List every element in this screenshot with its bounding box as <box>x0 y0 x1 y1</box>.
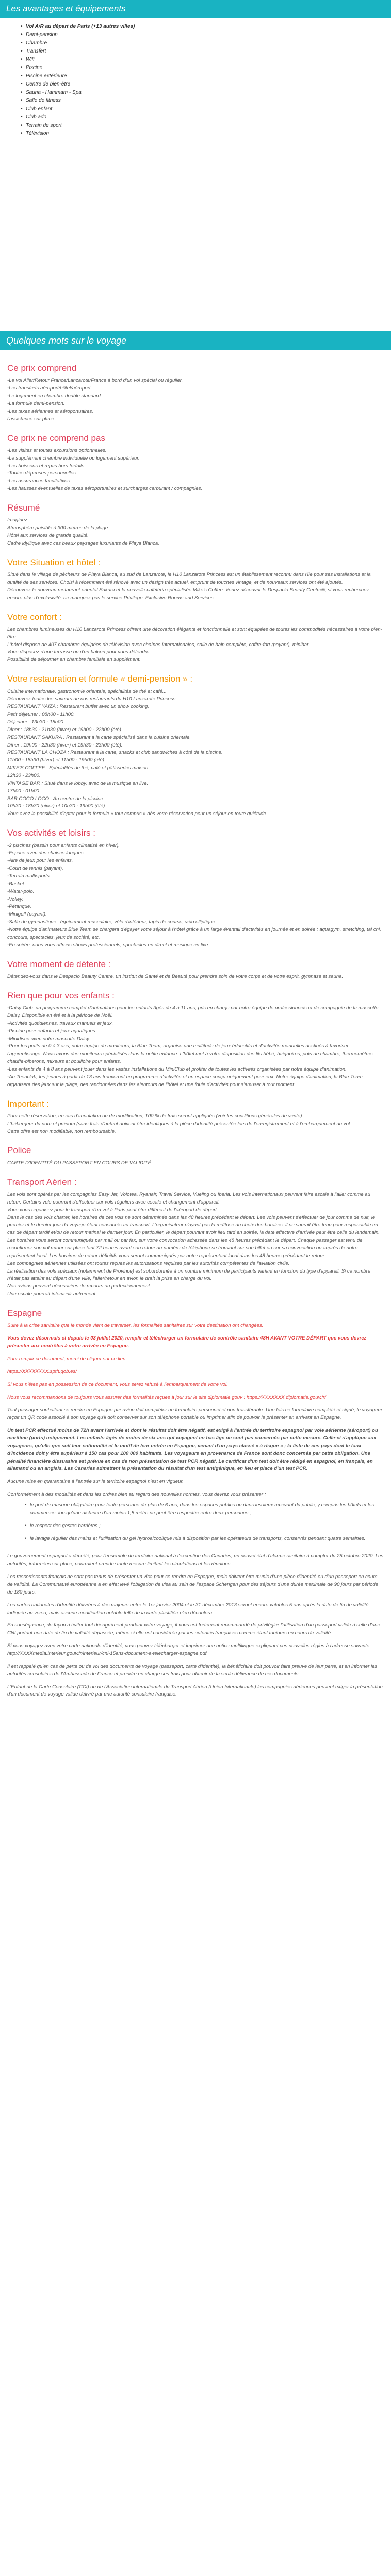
section-text: 11h00 - 18h30 (hiver) et 11h00 - 19h00 (été). <box>7 757 106 764</box>
avantage-item: • Transfert <box>21 47 385 56</box>
section-text: -Minidisco avec notre mascotte Daisy. <box>7 1036 90 1042</box>
section-text: https://XXXXXXXX.spth.gob.es/ <box>7 1368 77 1375</box>
section-text: -Piscine pour enfants et jeux aquatiques. <box>7 1028 97 1034</box>
section-title: Important : <box>7 1098 50 1109</box>
section-text: Les ressortissants français ne sont pas tenus de présenter un visa pour se rendre en Espagne, mais doivent être munis d'une pièce d'identité ou d'un passeport en cours de validité. La Communauté européenne a en effet levé l'obligation de visa au sein de l'espace Schengen pour des séjours d'une durée maximale de 90 jours par période de 180 jours. <box>7 1574 379 1595</box>
section-text: Les cartes nationales d'identité délivrées à des majeurs entre le 1er janvier 2004 et le 31 décembre 2013 seront encore valables 5 ans après la date de fin de validité indiquée au verso, mais aucune modification notable telle de la carte plastifiée n'en découlera. <box>7 1602 369 1616</box>
avantage-item: • Vol A/R au départ de Paris (+13 autres villes) <box>21 23 385 31</box>
section-text: Déjeuner : 13h30 - 15h00. <box>7 719 65 725</box>
section-text: VINTAGE BAR : Situé dans le lobby, avec de la musique en live. <box>7 780 149 786</box>
section-text: Possibilité de séjourner en chambre familiale en supplément. <box>7 657 141 663</box>
section-text: -Les boissons et repas hors forfaits. <box>7 463 86 469</box>
blank-space <box>0 145 391 331</box>
section-text: -Le vol Aller/Retour France/Lanzarote/France à bord d'un vol spécial ou régulier. <box>7 378 183 384</box>
section-title: Rien que pour vos enfants : <box>7 990 115 1001</box>
avantage-item: • Club ado <box>21 113 385 122</box>
section-text: Situé dans le village de pêcheurs de Playa Blanca, au sud de Lanzarote, le H10 Lanzarote Princess est un établissement reconnu dans l'île pour ses installations et la qualité de ses services. Choisi à récemment été rénové avec un design très actuel, emprunt de touches vintage, et de nouveaux services ont été ajoutés. <box>7 572 371 585</box>
section-text: Découvrez toutes les saveurs de nos restaurants du H10 Lanzarote Princess. <box>7 696 177 702</box>
section-text: Vous devez désormais et depuis le 03 juillet 2020, remplir et télécharger un formulaire de contrôle sanitaire 48H AVANT VOTRE DÉPART que vous devrez présenter aux contrôles à votre arrivée en Espagne. <box>7 1335 367 1349</box>
section-title: Ce prix ne comprend pas <box>7 433 105 443</box>
avantage-item: • Terrain de sport <box>21 122 385 130</box>
section-text: -Notre équipe d'animateurs Blue Team se chargera d'égayer votre séjour à l'hôtel grâce à un large éventail d'activités en journée et en soirée : aquagym, stretching, tai chi, concours, spectacles, jeux de société, etc. <box>7 926 381 940</box>
section-text: Nous vous recommandons de toujours vous assurer des formalités reçues à jour sur le site diplomatie.gouv : https://XXXXXXX.diplomatie.gouv.fr/ <box>7 1394 326 1400</box>
section-text: Tout passager souhaitant se rendre en Espagne par avion doit compléter un formulaire personnel et non transférable. Une fois ce formulaire complété et signé, le voyageur reçoit un QR code associé à son voyage qu'il doit conserver sur son téléphone portable ou imprimer afin de pouvoir le présenter en arrivant en Espagne. <box>7 1407 383 1421</box>
avantage-item: • Chambre <box>21 39 385 47</box>
section-title: Résumé <box>7 503 40 513</box>
section-text: RESTAURANT LA CHOZA : Restaurant à la carte, snacks et club sandwiches à côté de la piscine. <box>7 750 223 756</box>
section-text: Vous vous organisez pour le transport d'un vol à Paris peut être différent de l'aéroport de départ. <box>7 1207 218 1213</box>
content-sections <box>0 350 391 1714</box>
section-text: -Minigolf (payant). <box>7 911 47 918</box>
section-text: Détendez-vous dans le Despacio Beauty Centre, un institut de Santé et de Beauté pour prendre soin de votre corps et de votre esprit, gymnase et sauna. <box>7 973 344 979</box>
section-text: Vous avez la possibilité d'opter pour la formule « tout compris » dès votre réservation pour un séjour en toute quiétude. <box>7 811 268 817</box>
section-text: Pour remplir ce document, merci de cliquer sur ce lien : <box>7 1355 128 1362</box>
avantage-item: • Wifi <box>21 56 385 64</box>
section-text: Les chambres lumineuses du H10 Lanzarote Princess offrent une décoration élégante et fonctionnelle et sont équipées de toutes les commodités nécessaires à votre bien-être. <box>7 626 382 640</box>
section-title: Vos activités et loisirs : <box>7 828 96 838</box>
avantage-item: • Centre de bien-être <box>21 80 385 89</box>
section-text: Découvrez le nouveau restaurant oriental Sakura et la nouvelle cafétéria spécialisée Mike's Coffee. Venez découvrir le Despacio Beauty Centre®, si vous recherchez encore plus d'exclusivité, ne manquez pas le service Privilege, Exclusive Rooms and Services. <box>7 587 369 601</box>
section-text: Les compagnies aériennes utilisées ont toutes reçues les autorisations requises par les autorités compétentes de l'aviation civile. <box>7 1260 290 1266</box>
section-text: Imaginez ... <box>7 517 33 523</box>
section-title: Transport Aérien : <box>7 1177 77 1187</box>
section-text: Conformément à des modalités et dans les ordres bien au regard des nouvelles normes, vous devrez vous présenter : <box>7 1492 266 1498</box>
section-text: -Daisy Club: un programme complet d'animations pour les enfants âgés de 4 à 11 ans, pris en charge par notre équipe de professionnels et de compagnie de la mascotte Daisy. Disponible en été et à la période de Noël. <box>7 1005 379 1019</box>
section-text: Vous disposez d'une terrasse ou d'un balcon pour vous détendre. <box>7 649 151 655</box>
espagne-rule-item: • le port du masque obligatoire pour toute personne de plus de 6 ans, dans les espaces publics ou dans les lieux recevant du public, y compris les hôtels et les commerces, lorsqu'une distance d'au moins 1,5 mètre ne peut être respectée entre deux personnes ; <box>25 1502 384 1517</box>
section-text: -Au Teenclub, les jeunes à partir de 13 ans trouveront un programme d'activités et un espace conçu uniquement pour eux. Notre équipe d'animation, la Blue Team, organisera des jeux sur la plage, des randonnées dans les alentours de l'hôtel et une foule d'activités pour s'amuser à tout moment. <box>7 1074 364 1088</box>
espagne-rule-item: • le respect des gestes barrières ; <box>25 1522 384 1530</box>
section-text: L'Enfant de la Carte Consulaire (CCI) ou de l'Association internationale du Transport Aérien (Union Internationale) les compagnies aériennes peuvent exiger la présentation d'un document de voyage valide délivré par une autorité consulaire française. <box>7 1684 383 1698</box>
section-text: 17h00 - 01h00. <box>7 788 41 794</box>
espagne-rule-item: • le lavage régulier des mains et l'utilisation du gel hydroalcoolique mis à disposition par les opérateurs de transports, conservés pendant quatre semaines. <box>25 1535 384 1543</box>
espagne-rules-list <box>7 1502 384 1543</box>
section-text: -La formule demi-pension. <box>7 400 65 406</box>
section-text: -Pétanque. <box>7 904 31 910</box>
avantages-list <box>0 18 391 145</box>
section-text: -Les transferts aéroport/hôtel/aéroport.. <box>7 385 93 392</box>
section-title: Votre confort : <box>7 612 62 622</box>
section-text: Dans le cas des vols charter, les horaires de ces vols ne sont déterminés dans les 48 heures précédant le départ. Les vols peuvent s'effectuer de jour comme de nuit, le premier et le dernier jour du voyage étant consacrés au transport. L'organisateur n'ayant pas la maîtrise du choix des horaires, il ne saurait être tenu pour responsable en cas de départ tardif et/ou de retour matinal le dernier jour. En particulier, le départ pouvant avoir lieu tard en soirée, la date effective d'arrivée peut être celle du lendemain. Les horaires vous seront communiqués par mail ou par fax, sur votre convocation adressée dans les 48 heures précédant le départ. Chaque passager est tenu de reconfirmer son vol retour sur place tant 72 heures avant son retour au numéro de téléphone se trouvant sur son billet ou sur sa convocation ou auprès de notre représentant local. Les horaires de retour définitifs vous seront communiqués par notre représentant local dans les 48 heures précédant le retour. <box>7 1214 380 1259</box>
section-text: -Pour les petits de 0 à 3 ans, notre équipe de moniteurs, la Blue Team, organise une multitude de jeux éducatifs et d'activités manuelles destinés à favoriser l'apprentissage. Nous avons des moniteurs spécialisés dans la petite enfance. L'hôtel met à votre disposition des lits bébé, baignoires, pots de chambre, thermomètres, chauffe-biberons, mixeurs et bouilloire pour enfants. <box>7 1043 374 1065</box>
section-text: -Toutes dépenses personnelles. <box>7 470 77 477</box>
section-text: CARTE D'IDENTITÉ OU PASSEPORT EN COURS DE VALIDITÉ. <box>7 1160 153 1166</box>
section-text: RESTAURANT SAKURA : Restaurant à la carte spécialisé dans la cuisine orientale. <box>7 734 191 740</box>
section-text: -Les assurances facultatives. <box>7 478 71 484</box>
section-text: BAR COCO LOCO : Au centre de la piscine. <box>7 795 105 802</box>
section-text: -Espace avec des chaises longues. <box>7 850 85 856</box>
section-text: -Basket. <box>7 880 26 887</box>
section-text: Dîner : 18h30 - 21h30 (hiver) et 19h00 - 22h00 (été). <box>7 726 123 733</box>
section-title: Police <box>7 1145 31 1156</box>
section-title: Votre Situation et hôtel : <box>7 557 101 567</box>
section-text: -2 piscines (bassin pour enfants climatisé en hiver). <box>7 842 120 849</box>
section-text: Pour cette réservation, en cas d'annulation ou de modification, 100 % de frais seront appliqués (voir les conditions générales de vente). <box>7 1113 304 1119</box>
section-title: Ce prix comprend <box>7 363 77 373</box>
avantage-item: • Piscine <box>21 64 385 72</box>
avantage-item: • Télévision <box>21 130 385 138</box>
section-text: Il est rappelé qu'en cas de perte ou de vol des documents de voyage (passeport, carte d'identité), la bénéficiaire doit pouvoir faire preuve de leur perte, et en informer les autorités consulaires de l'Ambassade de France et prendre en charge ses frais pour obtenir de la seule délivrance de ces documents. <box>7 1663 378 1677</box>
section-text: Aucune mise en quarantaine à l'entrée sur le territoire espagnol n'est en vigueur. <box>7 1479 184 1485</box>
section-text: Suite à la crise sanitaire que le monde vient de traverser, les formalités sanitaires sur votre destination ont changées. <box>7 1323 264 1329</box>
avantage-item: • Salle de fitness <box>21 97 385 105</box>
section-text: -En soirée, nous vous offrons shows professionnels, spectacles en direct et musique en live. <box>7 942 209 948</box>
section-text: Cadre idyllique avec ces beaux paysages luxuriants de Playa Blanca. <box>7 540 159 546</box>
section-text: l'assistance sur place. <box>7 416 56 422</box>
avantage-item: • Demi-pension <box>21 31 385 39</box>
mots-banner: Quelques mots sur le voyage <box>0 331 391 350</box>
avantage-item: • Sauna - Hammam - Spa <box>21 89 385 97</box>
section-text: -Les visites et toutes excursions optionnelles. <box>7 447 107 453</box>
section-text: -Aire de jeux pour les enfants. <box>7 858 73 864</box>
section-text: Si vous n'êtes pas en possession de ce document, vous serez refusé à l'embarquement de votre vol. <box>7 1381 228 1387</box>
section-text: Un test PCR effectué moins de 72h avant l'arrivée et dont le résultat doit être négatif, est exigé à l'entrée du territoire espagnol par voie aérienne (aéroport) ou maritime (ports) uniquement. Les enfants âgés de moins de six ans qui voyagent en bas âge ne sont pas concernés par cette mesure. Celle-ci s'applique aux voyageurs, qu'elle que soit leur nationalité et le motif de leur entrée en Espagne, venant d'un pays classé « à risque » ; la liste de ces pays dont le taux d'incidence doit y être supérieur à 150 cas pour 100 000 habitants. Les voyageurs en provenance de France sont donc concernés par cette obligation. Une pénalité financière dissuasive est prévue en cas de non présentation de test PCR négatif. Le certificat d'un test doit être rédigé en espagnol, en français, en allemand ou en anglais. Les Canaries admettent la présentation du résultat d'un test antigénique, en lieu et place d'un test PCR. <box>7 1428 378 1472</box>
section-text: -Le logement en chambre double standard. <box>7 393 102 399</box>
section-text: 10h30 - 18h30 (hiver) et 10h30 - 19h00 (été). <box>7 803 107 809</box>
section-text: -Water-polo. <box>7 888 35 894</box>
section-text: Les vols sont opérés par les compagnies Easy Jet, Volotea, Ryanair, Travel Service, Vueling ou Iberia. Les vols internationaux peuvent faire escale à l'aller comme au retour. Certains vols pourront s'effectuer sur vols réguliers avec escale et changement d'appareil. <box>7 1192 370 1205</box>
section-text: Hôtel aux services de grande qualité. <box>7 533 89 539</box>
section-text: Le gouvernement espagnol a décrété, pour l'ensemble du territoire national à l'exception des Canaries, un nouvel état d'alarme sanitaire à compter du 25 octobre 2020. Les autorités, informées sur place, pourraient prendre toute mesure limitant les circulations et les réunions. <box>7 1553 384 1567</box>
section-text: L'hôtel dispose de 407 chambres équipées de télévision avec chaînes internationales, salle de bain complète, coffre-fort (payant), minibar. <box>7 641 310 648</box>
section-text: MIKE'S COFFEE : Spécialités de thé, café et pâtisseries maison. <box>7 765 150 771</box>
section-text: Atmosphère paisible à 300 mètres de la plage. <box>7 525 109 531</box>
section-title: Espagne <box>7 1308 42 1318</box>
section-text: -Court de tennis (payant). <box>7 866 63 872</box>
avantages-banner: Les avantages et équipements <box>0 0 391 18</box>
section-text: -Volley. <box>7 896 23 902</box>
section-title: Votre moment de détente : <box>7 959 111 969</box>
section-text: Dîner : 19h00 - 22h30 (hiver) et 19h30 - 23h00 (été). <box>7 742 123 748</box>
section-text: En conséquence, de façon à éviter tout désagrément pendant votre voyage, il vous est fortement recommandé de privilégier l'utilisation d'un passeport valide à celle d'une CNI portant une date de fin de validité dépassée, même si elle est considérée par les autorités françaises comme étant toujours en cours de validité. <box>7 1622 380 1636</box>
avantage-item: • Piscine extérieure <box>21 72 385 80</box>
section-text: -Le supplément chambre individuelle ou logement supérieur. <box>7 455 140 461</box>
section-text: Petit déjeuner : 08h00 - 11h00. <box>7 711 75 718</box>
section-text: -Salle de gymnastique : équipement musculaire, vélo d'intérieur, tapis de course, vélo elliptique. <box>7 919 217 925</box>
section-text: L'hébergeur du nom et prénom (sans frais d'autant doivent être identiques à la pièce d'identité présentée lors de l'enregistrement et à l'embarquement du vol. <box>7 1121 351 1127</box>
section-text: -Activités quotidiennes, travaux manuels et jeux. <box>7 1020 113 1026</box>
section-text: Une escale pourrait intervenir autrement. <box>7 1291 97 1297</box>
section-text: -Les taxes aériennes et aéroportuaires. <box>7 408 93 414</box>
section-text: -Les hausses éventuelles de taxes aéroportuaires et surcharges carburant / compagnies. <box>7 486 203 492</box>
section-text: -Les enfants de 4 à 8 ans peuvent jouer dans les vastes installations du MiniClub et profiter de toutes les activités organisées par notre équipe d'animation. <box>7 1066 347 1072</box>
section-text: Nos avions peuvent nécessaires de recours au perfectionnement. <box>7 1283 151 1290</box>
section-text: Si vous voyagez avec votre carte nationale d'identité, vous pouvez télécharger et imprimer une notice multilingue expliquant ces nouvelles règles à l'adresse suivante : http://XXXXmedia.interieur.gouv.fr/interieur/cni-15ans-document-a-telecharger-espagne.pdf. <box>7 1643 372 1657</box>
avantage-item: • Club enfant <box>21 105 385 113</box>
section-text: -Terrain multisports. <box>7 873 51 879</box>
section-text: Cuisine internationale, gastronomie orientale, spécialités de thé et café... <box>7 688 167 694</box>
section-text: RESTAURANT YAIZA : Restaurant buffet avec un show cooking. <box>7 704 149 710</box>
section-title: Votre restauration et formule « demi-pension » : <box>7 674 193 684</box>
section-text: Cette offre est non modifiable, non remboursable. <box>7 1128 116 1134</box>
section-text: 12h30 - 23h00. <box>7 773 41 778</box>
section-text: La réalisation des vols spéciaux (notamment de Province) est subordonnée à un nombre minimum de participants variant en fonction du type d'appareil. Si ce nombre n'était pas atteint au départ d'une ville, l'aller/retour en avion le draît la prise en charge du vol. <box>7 1268 371 1282</box>
